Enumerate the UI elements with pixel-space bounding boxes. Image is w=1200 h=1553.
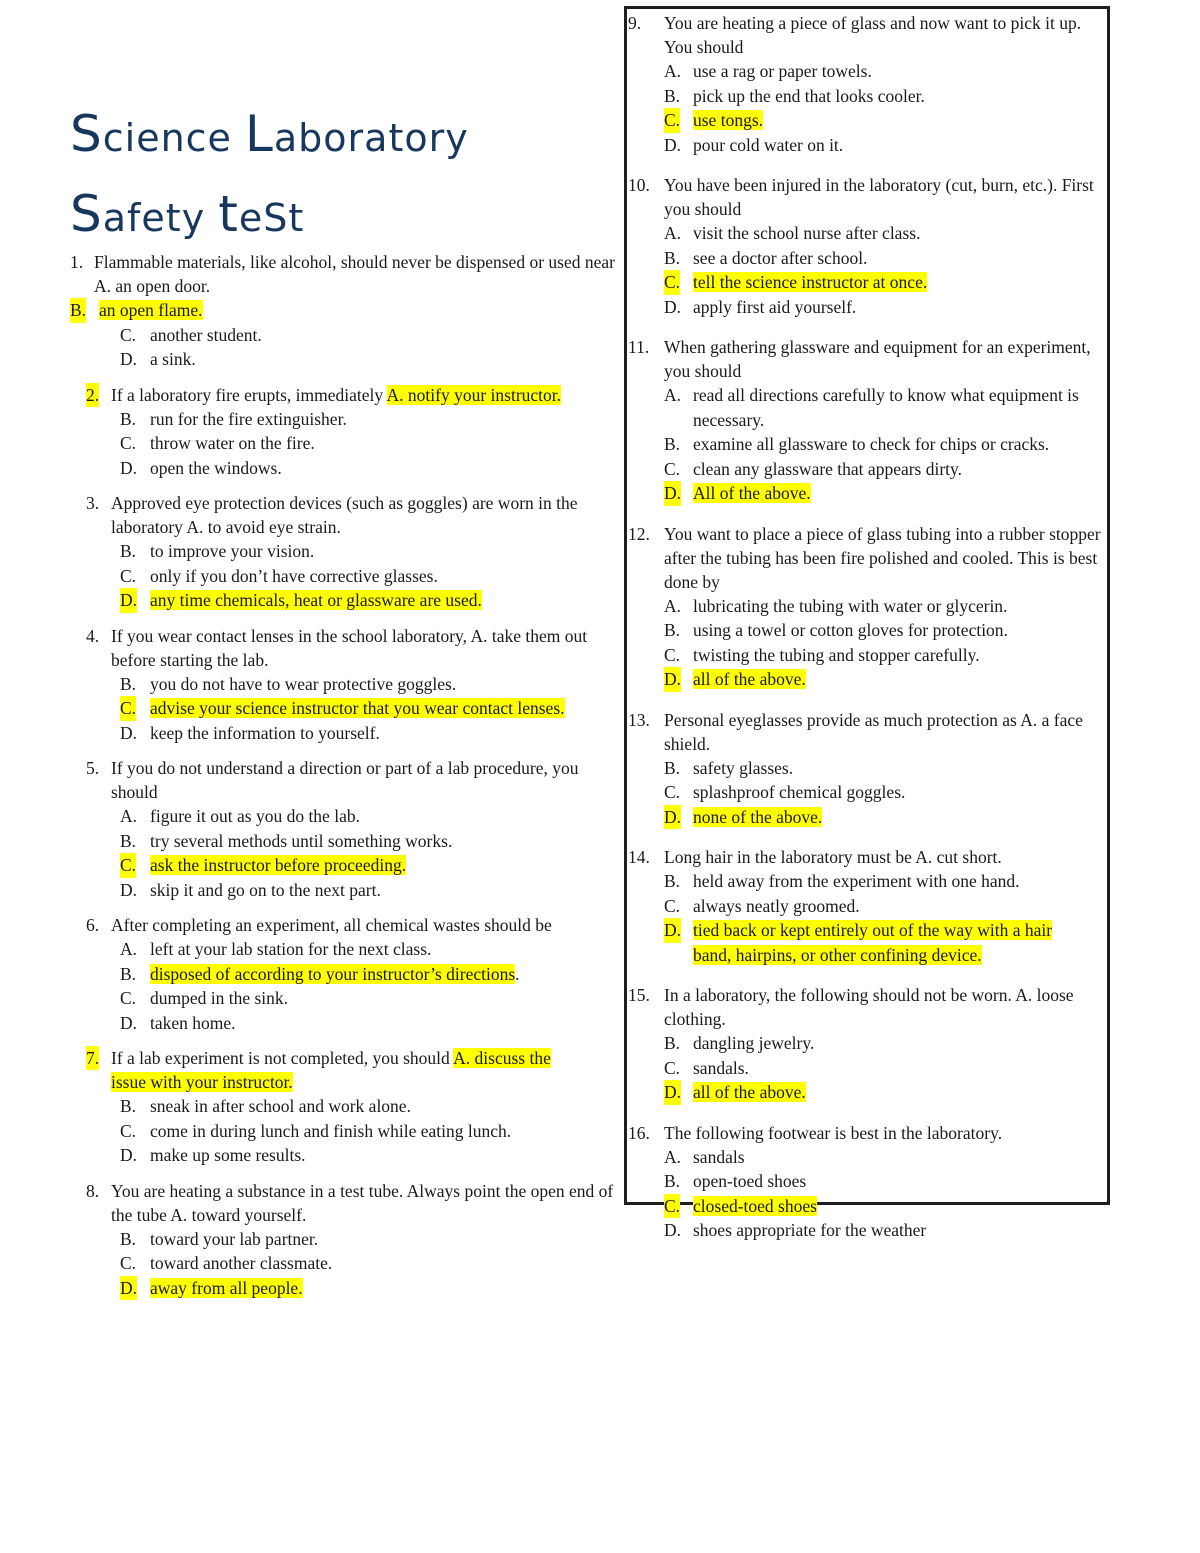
option-a: A. left at your lab station for the next class. [120,939,432,959]
question-7: 7. If a lab experiment is not completed, you should A. discuss the issue with your instructor. B. sneak in after school and work alone. C. come in during lunch and finish while eating lunch. D. make up some results. [70,1046,622,1168]
question-12: 12. You want to place a piece of glass tubing into a rubber stopper after the tubing has been fire polished and cooled. This is best done by A. lubricating the tubing with water or glycerin. B. using a towel or cotton gloves for protection. C. twisting the tubing and stopper carefully. D. all of the above. [628,522,1101,692]
answer-highlight: A. discuss the [453,1048,551,1068]
option-d: D. none of the above. [628,805,1101,830]
question-13: 13. Personal eyeglasses provide as much protection as A. a face shield. B. safety glasses. C. splashproof chemical goggles. D. none of the above. [628,708,1101,830]
question-text: Long hair in the laboratory must be A. cut short. [664,847,1002,867]
title-line-2: Safety teSt [70,185,305,243]
question-text: Flammable materials, like alcohol, should never be dispensed or used near A. an open door. [94,252,615,296]
option-d: D. all of the above. [628,1080,1101,1105]
option-a: A. use a rag or paper towels. [664,61,872,81]
option-a: A. read all directions carefully to know what equipment is necessary. [664,385,1079,430]
option-c: C. clean any glassware that appears dirty. [664,458,963,479]
question-text: When gathering glassware and equipment for an experiment, you should [664,337,1091,381]
option-c: C. only if you don’t have corrective glasses. [120,565,438,586]
question-9: 9. You are heating a piece of glass and now want to pick it up. You should A. use a rag or paper towels. B. pick up the end that looks cooler. C. use tongs. D. pour cold water on it. [628,11,1101,157]
option-d-cont: band, hairpins, or other confining device. [693,944,982,965]
option-b: B. see a doctor after school. [664,247,868,268]
option-b: B. toward your lab partner. [120,1228,319,1249]
option-a: A. visit the school nurse after class. [664,223,921,243]
option-d: D. away from all people. [70,1276,622,1301]
question-text: You are heating a piece of glass and now want to pick it up. You should [664,13,1082,57]
question-text: If you wear contact lenses in the school laboratory, A. take them out before starting the lab. [111,625,588,670]
option-c: C. twisting the tubing and stopper carefully. [664,644,980,665]
option-c: C. advise your science instructor that you wear contact lenses. [70,696,622,721]
option-b: B. held away from the experiment with one hand. [664,871,1020,891]
option-a: A. figure it out as you do the lab. [120,806,360,826]
question-6: 6. After completing an experiment, all chemical wastes should be A. left at your lab station for the next class. B. disposed of according to your instructor’s directions. C. dumped in the sink. D. taken home. [70,913,622,1035]
option-c: C. throw water on the fire. [120,433,315,453]
option-d: D. a sink. [120,349,196,369]
option-c: C. ask the instructor before proceeding. [70,853,622,878]
option-b: B. try several methods until something works. [120,830,453,851]
option-d: D. shoes appropriate for the weather [664,1220,927,1240]
option-c: C. come in during lunch and finish while eating lunch. [120,1120,512,1141]
question-2: 2. If a laboratory fire erupts, immediately A. notify your instructor. B. run for the fire extinguisher. C. throw water on the fire. D. open the windows. [70,383,622,481]
option-c: C. toward another classmate. [120,1253,333,1273]
option-b: B. run for the fire extinguisher. [120,408,347,429]
option-c: C. closed-toed shoes [628,1194,1101,1219]
question-10: 10. You have been injured in the laboratory (cut, burn, etc.). First you should A. visit the school nurse after class. B. see a doctor after school. C. tell the science instructor at once. D. apply first aid yourself. [628,173,1101,319]
option-c: C. tell the science instructor at once. [628,270,1101,295]
question-text: Personal eyeglasses provide as much protection as A. a face shield. [664,709,1083,754]
option-d: D. any time chemicals, heat or glassware are used. [70,588,622,613]
option-d: D. keep the information to yourself. [120,722,380,743]
option-c: C. another student. [120,324,262,345]
question-text: In a laboratory, the following should not be worn. A. loose clothing. [664,985,1074,1029]
option-d: D. pour cold water on it. [664,134,844,155]
right-column-box [624,6,1110,1240]
question-14: 14. Long hair in the laboratory must be A. cut short. B. held away from the experiment with one hand. C. always neatly groomed. D. tied back or kept entirely out of the way with a hair band, hairpins, or other confining device. [628,845,1101,967]
question-text: If a laboratory fire erupts, immediately [111,384,387,405]
option-b: B. sneak in after school and work alone. [120,1096,411,1116]
question-text: If a lab experiment is not completed, you should [111,1048,454,1068]
option-d: D. apply first aid yourself. [664,296,857,317]
option-d: D. make up some results. [120,1145,306,1165]
question-text: You are heating a substance in a test tube. Always point the open end of the tube A. toward yourself. [111,1180,614,1225]
option-c: C. sandals. [664,1057,749,1078]
answer-highlight-cont: issue with your instructor. [111,1072,293,1092]
option-d: D. tied back or kept entirely out of the way with a hair [628,918,1101,943]
question-text: You have been injured in the laboratory (cut, burn, etc.). First you should [664,175,1094,219]
option-b: B. you do not have to wear protective goggles. [120,673,457,694]
option-b: B. pick up the end that looks cooler. [664,85,925,106]
page-title [70,96,590,256]
answer-highlight: A. notify your instructor. [386,384,562,405]
option-a: A. lubricating the tubing with water or glycerin. [664,595,1008,616]
question-text: After completing an experiment, all chemical wastes should be [111,915,552,935]
title-line-1: Science Laboratory [70,105,469,163]
option-d: D. taken home. [120,1012,236,1033]
option-c: C. use tongs. [628,108,1101,133]
question-4: 4. If you wear contact lenses in the school laboratory, A. take them out before starting the lab. B. you do not have to wear protective goggles. C. advise your science instructor that you wear contact lenses. D. keep the information to yourself. [70,624,622,746]
option-b: B. dangling jewelry. [664,1033,815,1053]
option-d: D. open the windows. [120,457,282,478]
question-1: 1. Flammable materials, like alcohol, should never be dispensed or used near A. an open door. B. an open flame. C. another student. D. a sink. [70,250,622,372]
question-8: 8. You are heating a substance in a test tube. Always point the open end of the tube A. toward yourself. B. toward your lab partner. C. toward another classmate. D. away from all people. [70,1179,622,1301]
option-b: B. to improve your vision. [120,541,315,561]
option-a: A. sandals [664,1146,745,1167]
option-d: D. skip it and go on to the next part. [120,879,381,900]
question-text: Approved eye protection devices (such as goggles) are worn in the laboratory A. to avoid eye strain. [111,493,578,537]
question-16: 16. The following footwear is best in the laboratory. A. sandals B. open-toed shoes C. closed-toed shoes D. shoes appropriate for the weather [628,1121,1101,1243]
option-d: D. all of the above. [628,667,1101,692]
question-3: 3. Approved eye protection devices (such as goggles) are worn in the laboratory A. to avoid eye strain. B. to improve your vision. C. only if you don’t have corrective glasses. D. any time chemicals, heat or glassware are used. [70,491,622,613]
option-b: B. an open flame. [70,298,622,323]
option-d: D. All of the above. [628,481,1101,506]
question-text: If you do not understand a direction or part of a lab procedure, you should [111,758,579,802]
question-text: The following footwear is best in the laboratory. [664,1122,1003,1143]
option-c: C. dumped in the sink. [120,988,289,1008]
option-c: C. always neatly groomed. [664,895,860,916]
option-b: B. examine all glassware to check for chips or cracks. [664,434,1050,454]
option-c: C. splashproof chemical goggles. [664,782,906,802]
option-b: B. disposed of according to your instructor’s directions. [120,963,520,984]
option-b: B. using a towel or cotton gloves for protection. [664,620,1008,640]
question-15: 15. In a laboratory, the following should not be worn. A. loose clothing. B. dangling jewelry. C. sandals. D. all of the above. [628,983,1101,1105]
question-text: You want to place a piece of glass tubing into a rubber stopper after the tubing has been fire polished and cooled. This is best done by [664,523,1101,592]
option-b: B. safety glasses. [664,757,794,778]
option-b: B. open-toed shoes [664,1171,807,1191]
question-11: 11. When gathering glassware and equipment for an experiment, you should A. read all directions carefully to know what equipment is necessary. B. examine all glassware to check for chips or cracks. C. clean any glassware that appears dirty. D. All of the above. [628,335,1101,506]
left-column [70,250,622,1311]
question-5: 5. If you do not understand a direction or part of a lab procedure, you should A. figure it out as you do the lab. B. try several methods until something works. C. ask the instructor before proceeding. D. skip it and go on to the next part. [70,756,622,902]
